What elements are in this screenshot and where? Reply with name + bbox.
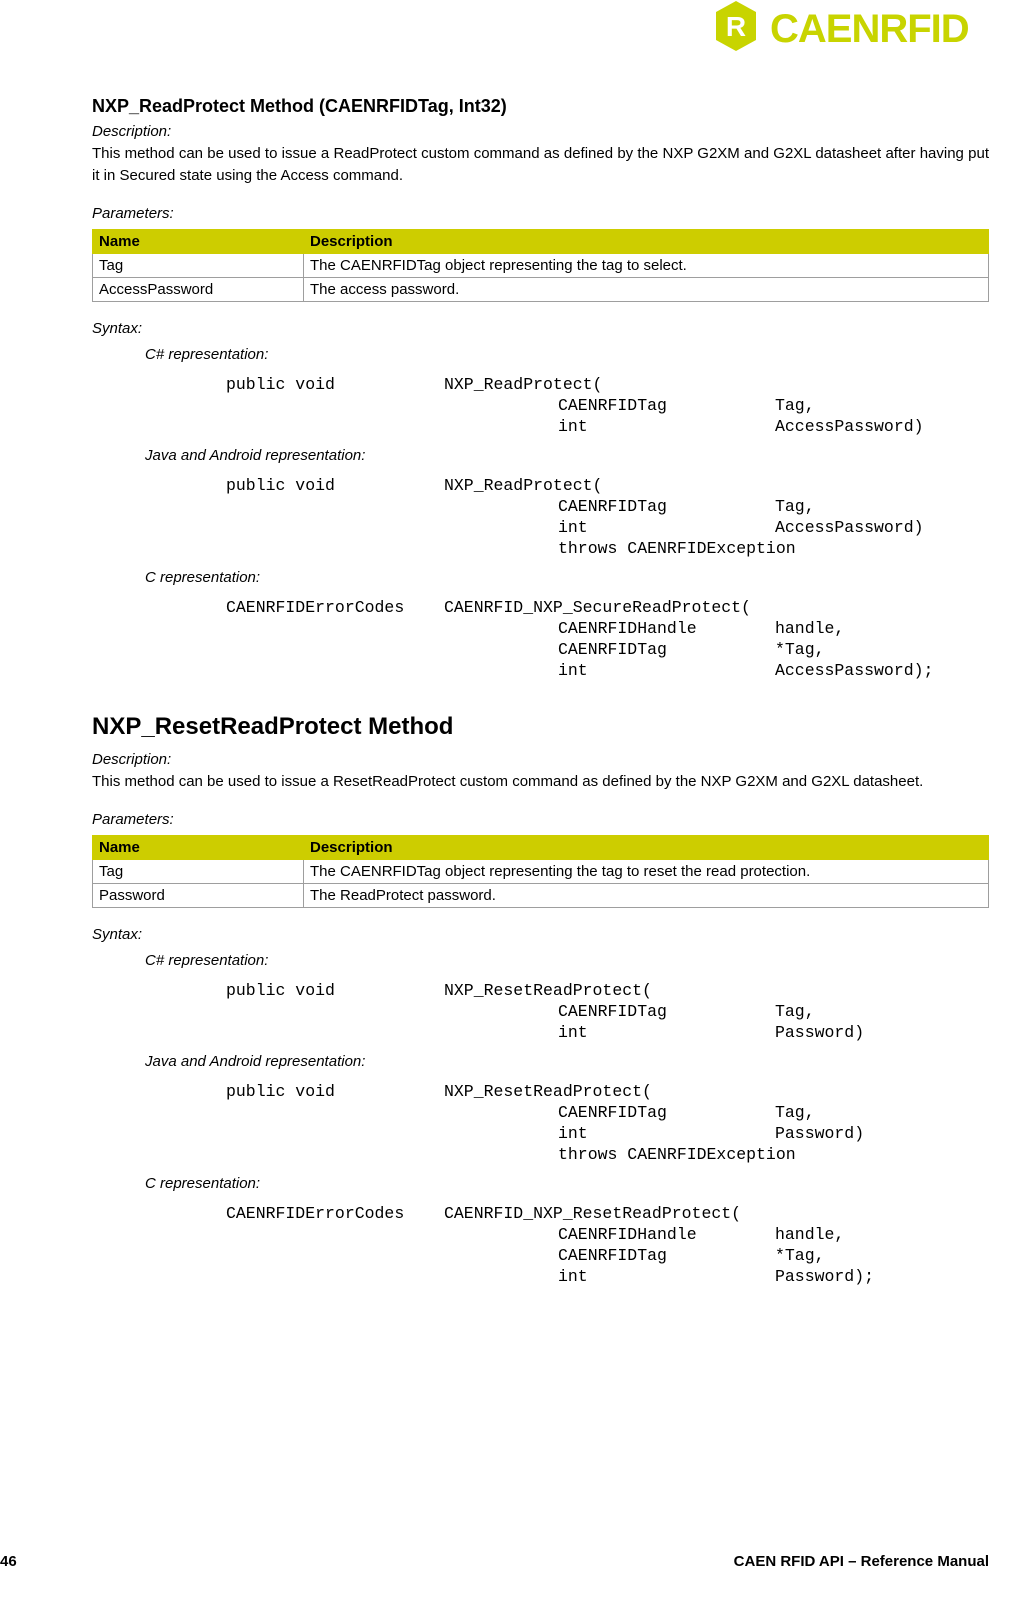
code-token: Password) [775,1124,865,1143]
logo-text: CAENRFID [770,7,969,51]
code-token: CAENRFID_NXP_ResetReadProtect( [444,1204,742,1223]
code-token: CAENRFIDErrorCodes [226,598,405,617]
code-token: int [558,518,588,537]
parameters-label: Parameters: [92,811,174,828]
code-token: AccessPassword) [775,417,924,436]
c-representation-label: C representation: [145,1175,261,1192]
section-title: NXP_ReadProtect Method (CAENRFIDTag, Int32) [92,96,507,116]
code-token: Tag, [775,1103,815,1122]
code-token: public void [226,1082,335,1101]
code-token: int [558,1023,588,1042]
code-token: *Tag, [775,1246,825,1265]
java-code-block [226,1081,989,1165]
param-name: AccessPassword [93,278,304,302]
code-line [226,1224,989,1245]
table-row [93,860,989,884]
page-number: 46 [0,1553,17,1570]
code-line [226,416,989,437]
page-content [92,96,989,1295]
code-line [226,1022,989,1043]
cs-representation-label: C# representation: [145,346,269,363]
description-label: Description: [92,751,172,768]
code-line [226,1001,989,1022]
code-token: CAENRFIDTag [558,1103,667,1122]
code-line [226,1102,989,1123]
code-token: public void [226,476,335,495]
code-token: AccessPassword); [775,661,934,680]
code-token: Password); [775,1267,875,1286]
code-token: CAENRFIDHandle [558,1225,697,1244]
header-name: Name [93,836,304,860]
code-token: CAENRFIDErrorCodes [226,1204,405,1223]
code-line [226,1081,989,1102]
param-desc: The CAENRFIDTag object representing the tag to reset the read protection. [304,860,989,884]
java-representation-label: Java and Android representation: [145,1053,366,1070]
caenrfid-logo [712,0,987,54]
code-token: NXP_ResetReadProtect( [444,1082,652,1101]
code-line [226,517,989,538]
table-header-row [93,836,989,860]
table-row [93,884,989,908]
code-token: public void [226,375,335,394]
code-token: CAENRFIDTag [558,1246,667,1265]
code-token: int [558,661,588,680]
code-token: throws CAENRFIDException [558,1145,796,1164]
code-token: int [558,417,588,436]
syntax-label: Syntax: [92,926,143,943]
code-token: CAENRFIDTag [558,497,667,516]
code-line [226,1266,989,1287]
code-token: int [558,1124,588,1143]
code-line [226,980,989,1001]
cs-code-block [226,980,989,1043]
code-token: NXP_ResetReadProtect( [444,981,652,1000]
code-line [226,618,989,639]
code-token: public void [226,981,335,1000]
code-token: handle, [775,619,845,638]
description-label: Description: [92,123,172,140]
code-token: Tag, [775,1002,815,1021]
header-description: Description [304,230,989,254]
description-text: This method can be used to issue a ReadProtect custom command as defined by the NXP G2XM and G2XL datasheet after having put it in Secured state using the Access command. [92,145,989,184]
cs-code-block [226,374,989,437]
syntax-label: Syntax: [92,320,143,337]
code-token: CAENRFIDHandle [558,619,697,638]
param-name: Tag [93,860,304,884]
code-token: CAENRFIDTag [558,640,667,659]
parameters-label: Parameters: [92,205,174,222]
table-header-row [93,230,989,254]
code-token: *Tag, [775,640,825,659]
code-line [226,1203,989,1224]
footer-doc-title: CAEN RFID API – Reference Manual [733,1553,989,1570]
code-line [226,1123,989,1144]
code-line [226,1144,989,1165]
svg-text:R: R [725,11,747,42]
java-code-block [226,475,989,559]
code-line [226,639,989,660]
param-desc: The CAENRFIDTag object representing the tag to select. [304,254,989,278]
parameters-table [92,835,989,908]
param-desc: The ReadProtect password. [304,884,989,908]
header-description: Description [304,836,989,860]
c-code-block [226,597,989,681]
code-line [226,374,989,395]
param-desc: The access password. [304,278,989,302]
code-line [226,538,989,559]
code-token: throws CAENRFIDException [558,539,796,558]
table-row [93,278,989,302]
code-token: int [558,1267,588,1286]
parameters-table [92,229,989,302]
cs-representation-label: C# representation: [145,952,269,969]
code-token: Tag, [775,497,815,516]
param-name: Password [93,884,304,908]
code-token: CAENRFIDTag [558,1002,667,1021]
c-representation-label: C representation: [145,569,261,586]
java-representation-label: Java and Android representation: [145,447,366,464]
code-line [226,597,989,618]
code-line [226,395,989,416]
description-text: This method can be used to issue a ResetReadProtect custom command as defined by the NXP G2XM and G2XL datasheet. [92,773,924,790]
c-code-block [226,1203,989,1287]
header-name: Name [93,230,304,254]
code-token: handle, [775,1225,845,1244]
param-name: Tag [93,254,304,278]
code-token: NXP_ReadProtect( [444,476,603,495]
code-token: NXP_ReadProtect( [444,375,603,394]
code-line [226,1245,989,1266]
table-row [93,254,989,278]
code-token: CAENRFID_NXP_SecureReadProtect( [444,598,751,617]
code-token: Tag, [775,396,815,415]
section-title: NXP_ResetReadProtect Method [92,713,454,740]
code-line [226,660,989,681]
code-line [226,475,989,496]
code-token: AccessPassword) [775,518,924,537]
code-token: CAENRFIDTag [558,396,667,415]
code-line [226,496,989,517]
code-token: Password) [775,1023,865,1042]
